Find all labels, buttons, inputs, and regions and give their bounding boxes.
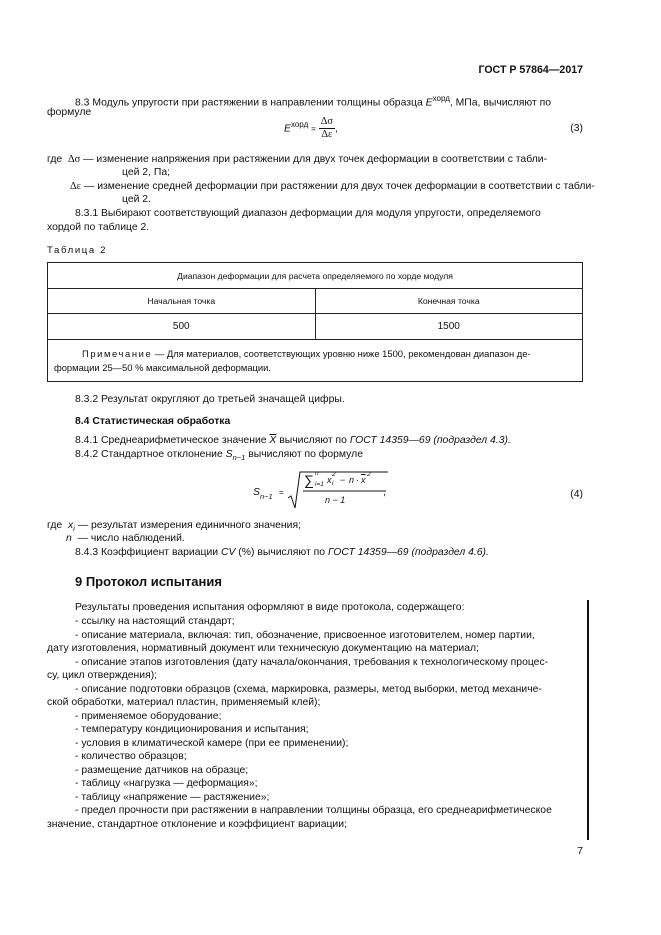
section-9-line: - количество образцов; — [75, 751, 187, 762]
formula-4: S n−1 = ∑ n i=1 x 2 i − n · $\overline{x}$ 2 n − 1 , — [253, 470, 393, 512]
table-2-col-end: Конечная точка — [315, 289, 583, 314]
table-2-col-start: Начальная точка — [48, 289, 316, 314]
where-n: n — число наблюдений. — [66, 533, 185, 544]
section-9-line: значение, стандартное отклонение и коэффициент вариации; — [47, 819, 347, 830]
table-2-note: Примечание — Для материалов, соответствующих уровню ниже 1500, рекомендован диапазон де- формации 25—50 % максимальной деформации. — [48, 340, 583, 382]
section-9-line: - ссылку на настоящий стандарт; — [75, 616, 235, 627]
paragraph-8-4-3: 8.4.3 Коэффициент вариации CV (%) вычисляют по ГОСТ 14359—69 (подраздел 4.6). — [75, 547, 489, 558]
paragraph-8-3-1: 8.3.1 Выбирают соответствующий диапазон деформации для модуля упругости, определяемого — [75, 208, 541, 219]
section-9-line: - температуру кондиционирования и испытания; — [75, 724, 309, 735]
formula-4-number: (4) — [570, 489, 583, 500]
table-2 — [47, 262, 583, 382]
paragraph-8-4-1: 8.4.1 Среднеарифметическое значение $\overline{X}$ вычисляют по ГОСТ 14359—69 (подраздел 4.3). — [75, 435, 511, 446]
section-9-title: 9 Протокол испытания — [75, 574, 222, 589]
section-9-line: дату изготовления, нормативный документ или техническую документацию на материал; — [47, 643, 479, 654]
table-2-header: Диапазон деформации для расчета определяемого по хорде модуля — [48, 263, 583, 289]
section-9-line: - применяемое оборудование; — [75, 711, 222, 722]
table-2-val-start: 500 — [48, 314, 316, 340]
where-delta-sigma-cont: цей 2, Па; — [122, 167, 170, 178]
paragraph-8-3-cont: формуле — [47, 107, 92, 118]
section-9-line: - размещение датчиков на образце; — [75, 765, 249, 776]
section-8-4-title: 8.4 Статистическая обработка — [75, 416, 231, 427]
section-9-line: - описание материала, включая: тип, обозначение, присвоенное изготовителем, номер партии, — [75, 630, 535, 641]
formula-3: $E^{хорд}$ = $\frac{\Delta\sigma}{\Delta\varepsilon}$ , — [284, 116, 338, 140]
section-9-line: - таблицу «напряжение — растяжение»; — [75, 792, 270, 803]
section-9-line: су, цикл отверждения); — [47, 670, 158, 681]
where-delta-eps: Δε — изменение средней деформации при растяжении для двух точек деформации в соответствии с табли- — [70, 181, 595, 192]
section-9-line: - предел прочности при растяжении в направлении толщины образца, его среднеарифметическое — [75, 805, 552, 816]
section-9-line: ской обработки, материал пластин, применяемый клей); — [47, 697, 321, 708]
x-bar-symbol: $\overline{X}$ — [269, 435, 277, 446]
section-9-line: - описание подготовки образцов (схема, маркировка, размеры, метод выборки, метод механиче- — [75, 684, 542, 695]
page-number: 7 — [577, 846, 583, 857]
radical-sign — [288, 470, 388, 512]
where-x-i: где $x_i$ — результат измерения единичного значения; — [47, 520, 301, 534]
table-2-val-end: 1500 — [315, 314, 583, 340]
gost-reference-4-3: ГОСТ 14359—69 (подраздел 4.3). — [349, 435, 511, 446]
table-2-caption: Таблица 2 — [47, 245, 108, 256]
paragraph-8-3: 8.3 Модуль упругости при растяжении в направлении толщины образца $E^{хорд}$, МПа, вычисляют по — [75, 94, 552, 109]
section-9-line: - описание этапов изготовления (дату начала/окончания, требования к технологическому процес- — [75, 657, 549, 668]
formula-3-fraction: $\frac{\Delta\sigma}{\Delta\varepsilon}$ — [320, 116, 333, 140]
paragraph-8-3-2: 8.3.2 Результат округляют до третьей значащей цифры. — [75, 394, 345, 405]
paragraph-8-3-1-cont: хордой по таблице 2. — [47, 222, 150, 233]
where-delta-sigma: где Δσ — изменение напряжения при растяжении для двух точек деформации в соответствии с табли- — [47, 154, 548, 165]
standard-code: ГОСТ Р 57864—2017 — [478, 64, 583, 76]
revision-bar — [587, 600, 589, 840]
section-9-line: - таблицу «нагрузка — деформация»; — [75, 778, 258, 789]
section-9-line: - условия в климатической камере (при ее применении); — [75, 738, 349, 749]
section-9-line: Результаты проведения испытания оформляют в виде протокола, содержащего: — [75, 602, 465, 613]
paragraph-8-4-2: 8.4.2 Стандартное отклонение $S_{n-1}$ вычисляют по формуле — [75, 449, 363, 463]
formula-3-number: (3) — [570, 123, 583, 134]
where-delta-eps-cont: цей 2. — [122, 194, 151, 205]
gost-reference-4-6: ГОСТ 14359—69 (подраздел 4.6). — [327, 547, 489, 558]
